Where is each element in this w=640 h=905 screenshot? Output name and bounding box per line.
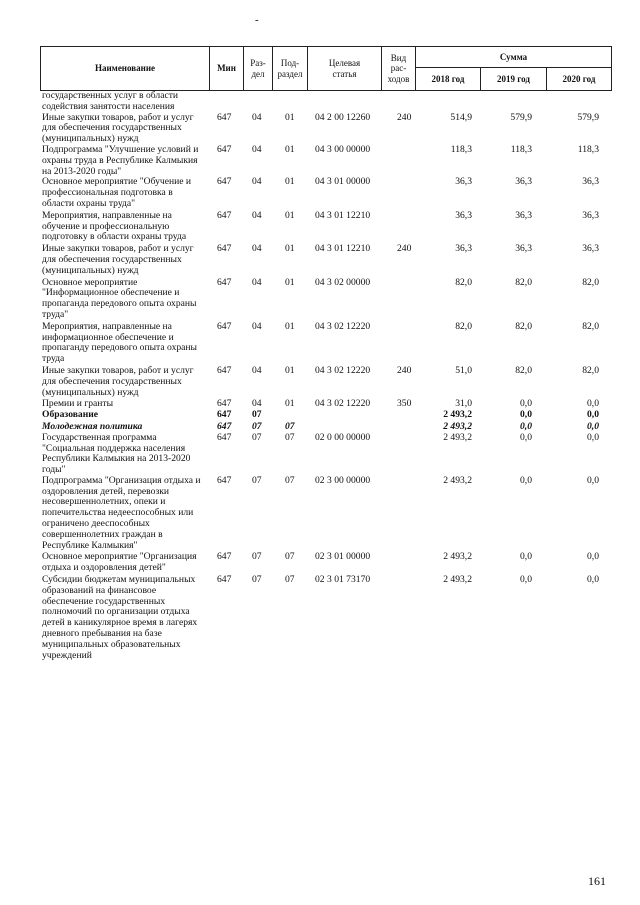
cell-s2020: 0,0 (587, 409, 599, 421)
cell-s2020: 82,0 (582, 320, 599, 332)
cell-name: Молодежная политика (42, 420, 143, 432)
cell-s2020: 0,0 (587, 551, 599, 563)
cell-s2020: 36,3 (582, 209, 599, 221)
header-2019: 2019 год (480, 67, 547, 91)
header-razdel: Раз- дел (243, 46, 273, 91)
table-row (40, 575, 612, 661)
cell-min: 647 (217, 320, 232, 332)
cell-s2019: 0,0 (520, 409, 532, 421)
table-row (40, 145, 612, 177)
cell-min: 647 (217, 143, 232, 155)
cell-target: 04 3 02 12220 (315, 364, 371, 376)
cell-min: 647 (217, 364, 232, 376)
cell-target: 04 3 01 00000 (315, 176, 371, 188)
cell-name: Иные закупки товаров, работ и услуг для обеспечения государственных (муниципальных) нужд (42, 111, 194, 145)
header-min: Мин (209, 46, 244, 91)
cell-podrazdel: 01 (285, 320, 295, 332)
page-number: 161 (588, 874, 606, 888)
table-row (40, 322, 612, 365)
cell-min: 647 (217, 398, 232, 410)
cell-min: 647 (217, 431, 232, 443)
cell-target: 04 3 01 12210 (315, 243, 371, 255)
cell-target: 04 2 00 12260 (315, 111, 371, 123)
cell-name: Государственная программа "Социальная поддержка населения Республики Калмыкия на 2013-2020 годы" (42, 431, 191, 476)
cell-podrazdel: 01 (285, 176, 295, 188)
cell-s2020: 0,0 (587, 574, 599, 586)
cell-s2019: 0,0 (520, 474, 532, 486)
cell-min: 647 (217, 474, 232, 486)
cell-target: 02 3 01 73170 (315, 574, 371, 586)
cell-name: Иные закупки товаров, работ и услуг для обеспечения государственных (муниципальных) нужд (42, 243, 194, 276)
cell-target: 04 3 02 00000 (315, 276, 371, 288)
cell-podrazdel: 01 (285, 398, 295, 410)
cell-s2020: 118,3 (577, 143, 599, 155)
table-row (40, 278, 612, 321)
cell-podrazdel: 07 (285, 431, 295, 443)
cell-podrazdel: 01 (285, 243, 295, 255)
cell-name: Подпрограмма "Организация отдыха и оздоровления детей, перевозки несовершеннолетних, опеки и попечительства недееспособных или ограничено дееспособных совершеннолетних граждан в Республике Калмыкия" (42, 474, 201, 551)
cell-s2018: 36,3 (455, 209, 472, 221)
cell-min: 647 (217, 420, 232, 432)
cell-s2018: 2 493,2 (443, 420, 472, 432)
cell-s2020: 82,0 (582, 364, 599, 376)
cell-podrazdel: 07 (285, 574, 295, 586)
cell-razdel: 04 (252, 243, 262, 255)
cell-name: Субсидии бюджетам муниципальных образований на финансовое обеспечение государственных полномочий по организации отдыха детей в каникулярное время в лагерях дневного пребывания на базе муниципальных образовательных учреждений (42, 574, 198, 661)
cell-s2019: 579,9 (510, 111, 532, 123)
cell-s2019: 0,0 (520, 574, 532, 586)
cell-name: Мероприятия, направленные на информационное обеспечение и пропаганду передового опыта охраны труда (42, 320, 198, 365)
cell-name: Образование (42, 409, 99, 421)
cell-s2018: 36,3 (455, 176, 472, 188)
cell-name: Подпрограмма "Улучшение условий и охраны труда в Республике Калмыкия на 2013-2020 годы" (42, 143, 199, 177)
cell-min: 647 (217, 276, 232, 288)
cell-min: 647 (217, 551, 232, 563)
cell-name: Премии и гранты (42, 398, 114, 410)
cell-s2018: 118,3 (450, 143, 472, 155)
table-row (40, 177, 612, 209)
cell-podrazdel: 01 (285, 209, 295, 221)
cell-s2019: 0,0 (520, 551, 532, 563)
cell-s2020: 36,3 (582, 176, 599, 188)
cell-razdel: 04 (252, 176, 262, 188)
cell-min: 647 (217, 209, 232, 221)
header-sum: Сумма (415, 46, 612, 68)
cell-podrazdel: 01 (285, 143, 295, 155)
cell-s2020: 0,0 (587, 431, 599, 443)
cell-razdel: 07 (252, 551, 262, 563)
cell-razdel: 04 (252, 143, 262, 155)
cell-s2020: 0,0 (587, 420, 599, 432)
cell-razdel: 04 (252, 209, 262, 221)
cell-s2019: 0,0 (520, 420, 532, 432)
cell-s2018: 51,0 (455, 364, 472, 376)
cell-razdel: 04 (252, 320, 262, 332)
header-podrazdel: Под- раздел (272, 46, 308, 91)
cell-s2020: 36,3 (582, 243, 599, 255)
cell-podrazdel: 07 (285, 420, 295, 432)
cell-target: 04 3 01 12210 (315, 209, 371, 221)
cell-s2019: 82,0 (515, 276, 532, 288)
cell-min: 647 (217, 176, 232, 188)
table-row (40, 366, 612, 398)
cell-name: Мероприятия, направленные на обучение и профессиональную подготовку в области охраны труда (42, 209, 187, 243)
cell-min: 647 (217, 409, 232, 421)
cell-s2020: 0,0 (587, 398, 599, 410)
cell-s2019: 0,0 (520, 398, 532, 410)
cell-target: 02 3 00 00000 (315, 474, 371, 486)
cell-razdel: 04 (252, 364, 262, 376)
header-target: Целевая статья (307, 46, 382, 91)
cell-min: 647 (217, 243, 232, 255)
cell-s2018: 2 493,2 (443, 409, 472, 421)
cell-target: 02 3 01 00000 (315, 551, 371, 563)
cell-target: 04 3 00 00000 (315, 143, 371, 155)
cell-s2020: 579,9 (577, 111, 599, 123)
cell-vid: 240 (397, 243, 412, 255)
cell-min: 647 (217, 111, 232, 123)
cell-podrazdel: 01 (285, 111, 295, 123)
cell-name: Основное мероприятие "Информационное обеспечение и пропаганда передового опыта охраны труда" (42, 276, 197, 320)
cell-s2018: 2 493,2 (443, 551, 472, 563)
table-row (40, 410, 612, 421)
cell-s2019: 118,3 (510, 143, 532, 155)
header-vid: Вид рас- ходов (381, 46, 416, 91)
cell-s2019: 0,0 (520, 431, 532, 443)
cell-podrazdel: 01 (285, 276, 295, 288)
cell-target: 04 3 02 12220 (315, 398, 371, 410)
cell-s2018: 2 493,2 (443, 431, 472, 443)
table-header (40, 46, 612, 91)
header-2018: 2018 год (415, 67, 481, 91)
cell-razdel: 04 (252, 398, 262, 410)
cell-s2018: 2 493,2 (443, 474, 472, 486)
cell-podrazdel: 01 (285, 364, 295, 376)
header-name: Наименование (40, 46, 210, 91)
page-mark: - (255, 14, 259, 26)
header-2020: 2020 год (546, 67, 612, 91)
budget-table (40, 91, 612, 662)
table-row (40, 476, 612, 552)
cell-target: 04 3 02 12220 (315, 320, 371, 332)
cell-razdel: 07 (252, 420, 262, 432)
cell-s2020: 82,0 (582, 276, 599, 288)
cell-s2019: 36,3 (515, 209, 532, 221)
table-row (40, 433, 612, 476)
cell-s2019: 82,0 (515, 364, 532, 376)
table-row (40, 113, 612, 145)
cell-s2018: 82,0 (455, 276, 472, 288)
cell-razdel: 04 (252, 111, 262, 123)
table-row (40, 211, 612, 243)
cell-razdel: 07 (252, 574, 262, 586)
table-row (40, 552, 612, 574)
cell-vid: 240 (397, 364, 412, 376)
cell-s2018: 31,0 (455, 398, 472, 410)
cell-podrazdel: 07 (285, 474, 295, 486)
table-row (40, 244, 612, 276)
cell-name: государственных услуг в области содействия занятости населения (42, 90, 179, 112)
cell-s2019: 36,3 (515, 243, 532, 255)
cell-min: 647 (217, 574, 232, 586)
cell-name: Основное мероприятие "Организация отдыха и оздоровления детей" (42, 551, 197, 574)
cell-vid: 350 (397, 398, 412, 410)
cell-razdel: 04 (252, 276, 262, 288)
cell-s2018: 36,3 (455, 243, 472, 255)
cell-podrazdel: 07 (285, 551, 295, 563)
table-row (40, 91, 612, 113)
cell-s2018: 514,9 (450, 111, 472, 123)
cell-vid: 240 (397, 111, 412, 123)
cell-s2019: 82,0 (515, 320, 532, 332)
cell-name: Иные закупки товаров, работ и услуг для обеспечения государственных (муниципальных) нужд (42, 364, 194, 398)
cell-target: 02 0 00 00000 (315, 431, 371, 443)
cell-razdel: 07 (252, 409, 262, 421)
cell-s2018: 82,0 (455, 320, 472, 332)
cell-name: Основное мероприятие "Обучение и профессиональная подготовка в области охраны труда" (42, 176, 192, 209)
cell-s2018: 2 493,2 (443, 574, 472, 586)
cell-s2019: 36,3 (515, 176, 532, 188)
cell-razdel: 07 (252, 474, 262, 486)
cell-s2020: 0,0 (587, 474, 599, 486)
cell-razdel: 07 (252, 431, 262, 443)
